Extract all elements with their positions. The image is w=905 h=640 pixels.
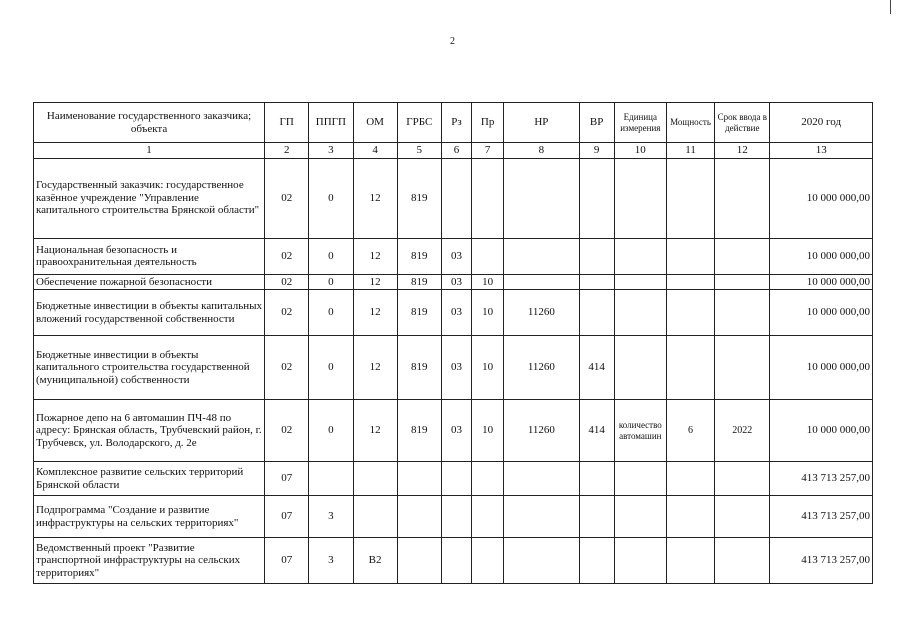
cell-nr <box>504 538 579 584</box>
cell-term <box>715 290 770 336</box>
cell-amount: 413 713 257,00 <box>770 462 873 496</box>
cell-om <box>353 462 397 496</box>
cell-power: 6 <box>666 400 714 462</box>
cell-grbs: 819 <box>397 400 441 462</box>
cell-grbs: 819 <box>397 158 441 238</box>
cell-term: 2022 <box>715 400 770 462</box>
cell-nr: 11260 <box>504 400 579 462</box>
cell-power <box>666 538 714 584</box>
cell-gp: 02 <box>265 400 309 462</box>
header-power: Мощность <box>666 103 714 143</box>
cell-pr: 10 <box>472 290 504 336</box>
cell-name: Подпрограмма "Создание и развитие инфраструктуры на сельских территориях" <box>34 496 265 538</box>
cell-term <box>715 274 770 290</box>
cell-grbs <box>397 538 441 584</box>
cell-vr: 414 <box>579 336 614 400</box>
cell-pr: 10 <box>472 400 504 462</box>
table-row <box>34 462 873 496</box>
cell-grbs <box>397 496 441 538</box>
header-gp: ГП <box>265 103 309 143</box>
header-om: ОМ <box>353 103 397 143</box>
cell-power <box>666 238 714 274</box>
cell-unit: количество автомашин <box>614 400 666 462</box>
cell-gp: 07 <box>265 496 309 538</box>
cell-unit <box>614 336 666 400</box>
cell-grbs: 819 <box>397 238 441 274</box>
column-number: 2 <box>265 143 309 159</box>
column-number: 4 <box>353 143 397 159</box>
cell-nr <box>504 274 579 290</box>
cell-grbs <box>397 462 441 496</box>
header-term: Срок ввода в действие <box>715 103 770 143</box>
cell-rz: 03 <box>441 336 471 400</box>
cell-vr <box>579 238 614 274</box>
table-row <box>34 274 873 290</box>
cell-nr <box>504 238 579 274</box>
budget-table <box>33 102 873 584</box>
cell-gp: 02 <box>265 274 309 290</box>
cell-nr <box>504 158 579 238</box>
cell-ppgp: 0 <box>309 274 353 290</box>
cell-unit <box>614 290 666 336</box>
table-row <box>34 238 873 274</box>
cell-unit <box>614 158 666 238</box>
column-number: 9 <box>579 143 614 159</box>
corner-mark <box>890 0 891 14</box>
cell-rz <box>441 496 471 538</box>
cell-power <box>666 290 714 336</box>
cell-ppgp: 0 <box>309 238 353 274</box>
cell-name: Ведомственный проект "Развитие транспортной инфраструктуры на сельских территориях" <box>34 538 265 584</box>
cell-amount: 10 000 000,00 <box>770 274 873 290</box>
cell-amount: 10 000 000,00 <box>770 400 873 462</box>
cell-unit <box>614 274 666 290</box>
cell-ppgp: 0 <box>309 400 353 462</box>
cell-amount: 413 713 257,00 <box>770 538 873 584</box>
cell-unit <box>614 496 666 538</box>
column-number: 11 <box>666 143 714 159</box>
cell-term <box>715 336 770 400</box>
cell-vr <box>579 290 614 336</box>
cell-power <box>666 336 714 400</box>
cell-gp: 07 <box>265 538 309 584</box>
cell-gp: 02 <box>265 158 309 238</box>
cell-pr: 10 <box>472 274 504 290</box>
column-numbers-row <box>34 143 873 159</box>
cell-pr <box>472 462 504 496</box>
cell-power <box>666 496 714 538</box>
column-number: 13 <box>770 143 873 159</box>
cell-rz <box>441 158 471 238</box>
column-number: 1 <box>34 143 265 159</box>
cell-term <box>715 538 770 584</box>
cell-rz: 03 <box>441 400 471 462</box>
cell-gp: 02 <box>265 290 309 336</box>
cell-rz <box>441 462 471 496</box>
table-row <box>34 290 873 336</box>
cell-vr <box>579 274 614 290</box>
column-number: 7 <box>472 143 504 159</box>
header-nr: НР <box>504 103 579 143</box>
cell-gp: 02 <box>265 238 309 274</box>
header-ppgp: ППГП <box>309 103 353 143</box>
column-number: 12 <box>715 143 770 159</box>
cell-rz <box>441 538 471 584</box>
cell-om <box>353 496 397 538</box>
cell-ppgp: 0 <box>309 336 353 400</box>
cell-term <box>715 158 770 238</box>
cell-om: 12 <box>353 336 397 400</box>
cell-name: Национальная безопасность и правоохранительная деятельность <box>34 238 265 274</box>
cell-vr: 414 <box>579 400 614 462</box>
cell-nr <box>504 462 579 496</box>
cell-ppgp: 3 <box>309 496 353 538</box>
cell-pr <box>472 158 504 238</box>
header-row <box>34 103 873 143</box>
cell-pr <box>472 538 504 584</box>
page-number: 2 <box>450 36 455 47</box>
cell-ppgp <box>309 462 353 496</box>
table-body <box>34 158 873 584</box>
cell-vr <box>579 538 614 584</box>
cell-amount: 10 000 000,00 <box>770 336 873 400</box>
cell-rz: 03 <box>441 290 471 336</box>
cell-name: Пожарное депо на 6 автомашин ПЧ-48 по адресу: Брянская область, Трубчевский район, г. Трубчевск, ул. Володарского, д. 2е <box>34 400 265 462</box>
cell-gp: 07 <box>265 462 309 496</box>
cell-nr: 11260 <box>504 290 579 336</box>
cell-power <box>666 274 714 290</box>
cell-om: В2 <box>353 538 397 584</box>
cell-vr <box>579 496 614 538</box>
cell-rz: 03 <box>441 238 471 274</box>
cell-grbs: 819 <box>397 274 441 290</box>
header-name: Наименование государственного заказчика; объекта <box>34 103 265 143</box>
column-number: 10 <box>614 143 666 159</box>
cell-ppgp: 0 <box>309 290 353 336</box>
cell-name: Государственный заказчик: государственное казённое учреждение "Управление капитального строительства Брянской области" <box>34 158 265 238</box>
table-row <box>34 400 873 462</box>
cell-unit <box>614 538 666 584</box>
table-row <box>34 158 873 238</box>
column-number: 8 <box>504 143 579 159</box>
cell-vr <box>579 158 614 238</box>
cell-term <box>715 238 770 274</box>
cell-amount: 10 000 000,00 <box>770 238 873 274</box>
cell-nr: 11260 <box>504 336 579 400</box>
header-rz: Рз <box>441 103 471 143</box>
cell-name: Обеспечение пожарной безопасности <box>34 274 265 290</box>
column-number: 5 <box>397 143 441 159</box>
cell-pr <box>472 238 504 274</box>
cell-vr <box>579 462 614 496</box>
header-vr: ВР <box>579 103 614 143</box>
cell-amount: 10 000 000,00 <box>770 158 873 238</box>
cell-rz: 03 <box>441 274 471 290</box>
cell-om: 12 <box>353 238 397 274</box>
cell-grbs: 819 <box>397 290 441 336</box>
cell-om: 12 <box>353 400 397 462</box>
cell-unit <box>614 462 666 496</box>
cell-amount: 10 000 000,00 <box>770 290 873 336</box>
cell-unit <box>614 238 666 274</box>
cell-term <box>715 462 770 496</box>
cell-term <box>715 496 770 538</box>
cell-power <box>666 158 714 238</box>
cell-om: 12 <box>353 274 397 290</box>
cell-name: Комплексное развитие сельских территорий Брянской области <box>34 462 265 496</box>
cell-power <box>666 462 714 496</box>
cell-grbs: 819 <box>397 336 441 400</box>
cell-om: 12 <box>353 158 397 238</box>
table-row <box>34 496 873 538</box>
cell-name: Бюджетные инвестиции в объекты капитальных вложений государственной собственности <box>34 290 265 336</box>
cell-name: Бюджетные инвестиции в объекты капитального строительства государственной (муниципальной) собственности <box>34 336 265 400</box>
column-number: 3 <box>309 143 353 159</box>
cell-pr <box>472 496 504 538</box>
table-row <box>34 336 873 400</box>
cell-gp: 02 <box>265 336 309 400</box>
cell-ppgp: 0 <box>309 158 353 238</box>
cell-amount: 413 713 257,00 <box>770 496 873 538</box>
table-row <box>34 538 873 584</box>
header-grbs: ГРБС <box>397 103 441 143</box>
cell-pr: 10 <box>472 336 504 400</box>
header-year: 2020 год <box>770 103 873 143</box>
header-pr: Пр <box>472 103 504 143</box>
column-number: 6 <box>441 143 471 159</box>
cell-nr <box>504 496 579 538</box>
header-unit: Единица измерения <box>614 103 666 143</box>
cell-om: 12 <box>353 290 397 336</box>
cell-ppgp: 3 <box>309 538 353 584</box>
